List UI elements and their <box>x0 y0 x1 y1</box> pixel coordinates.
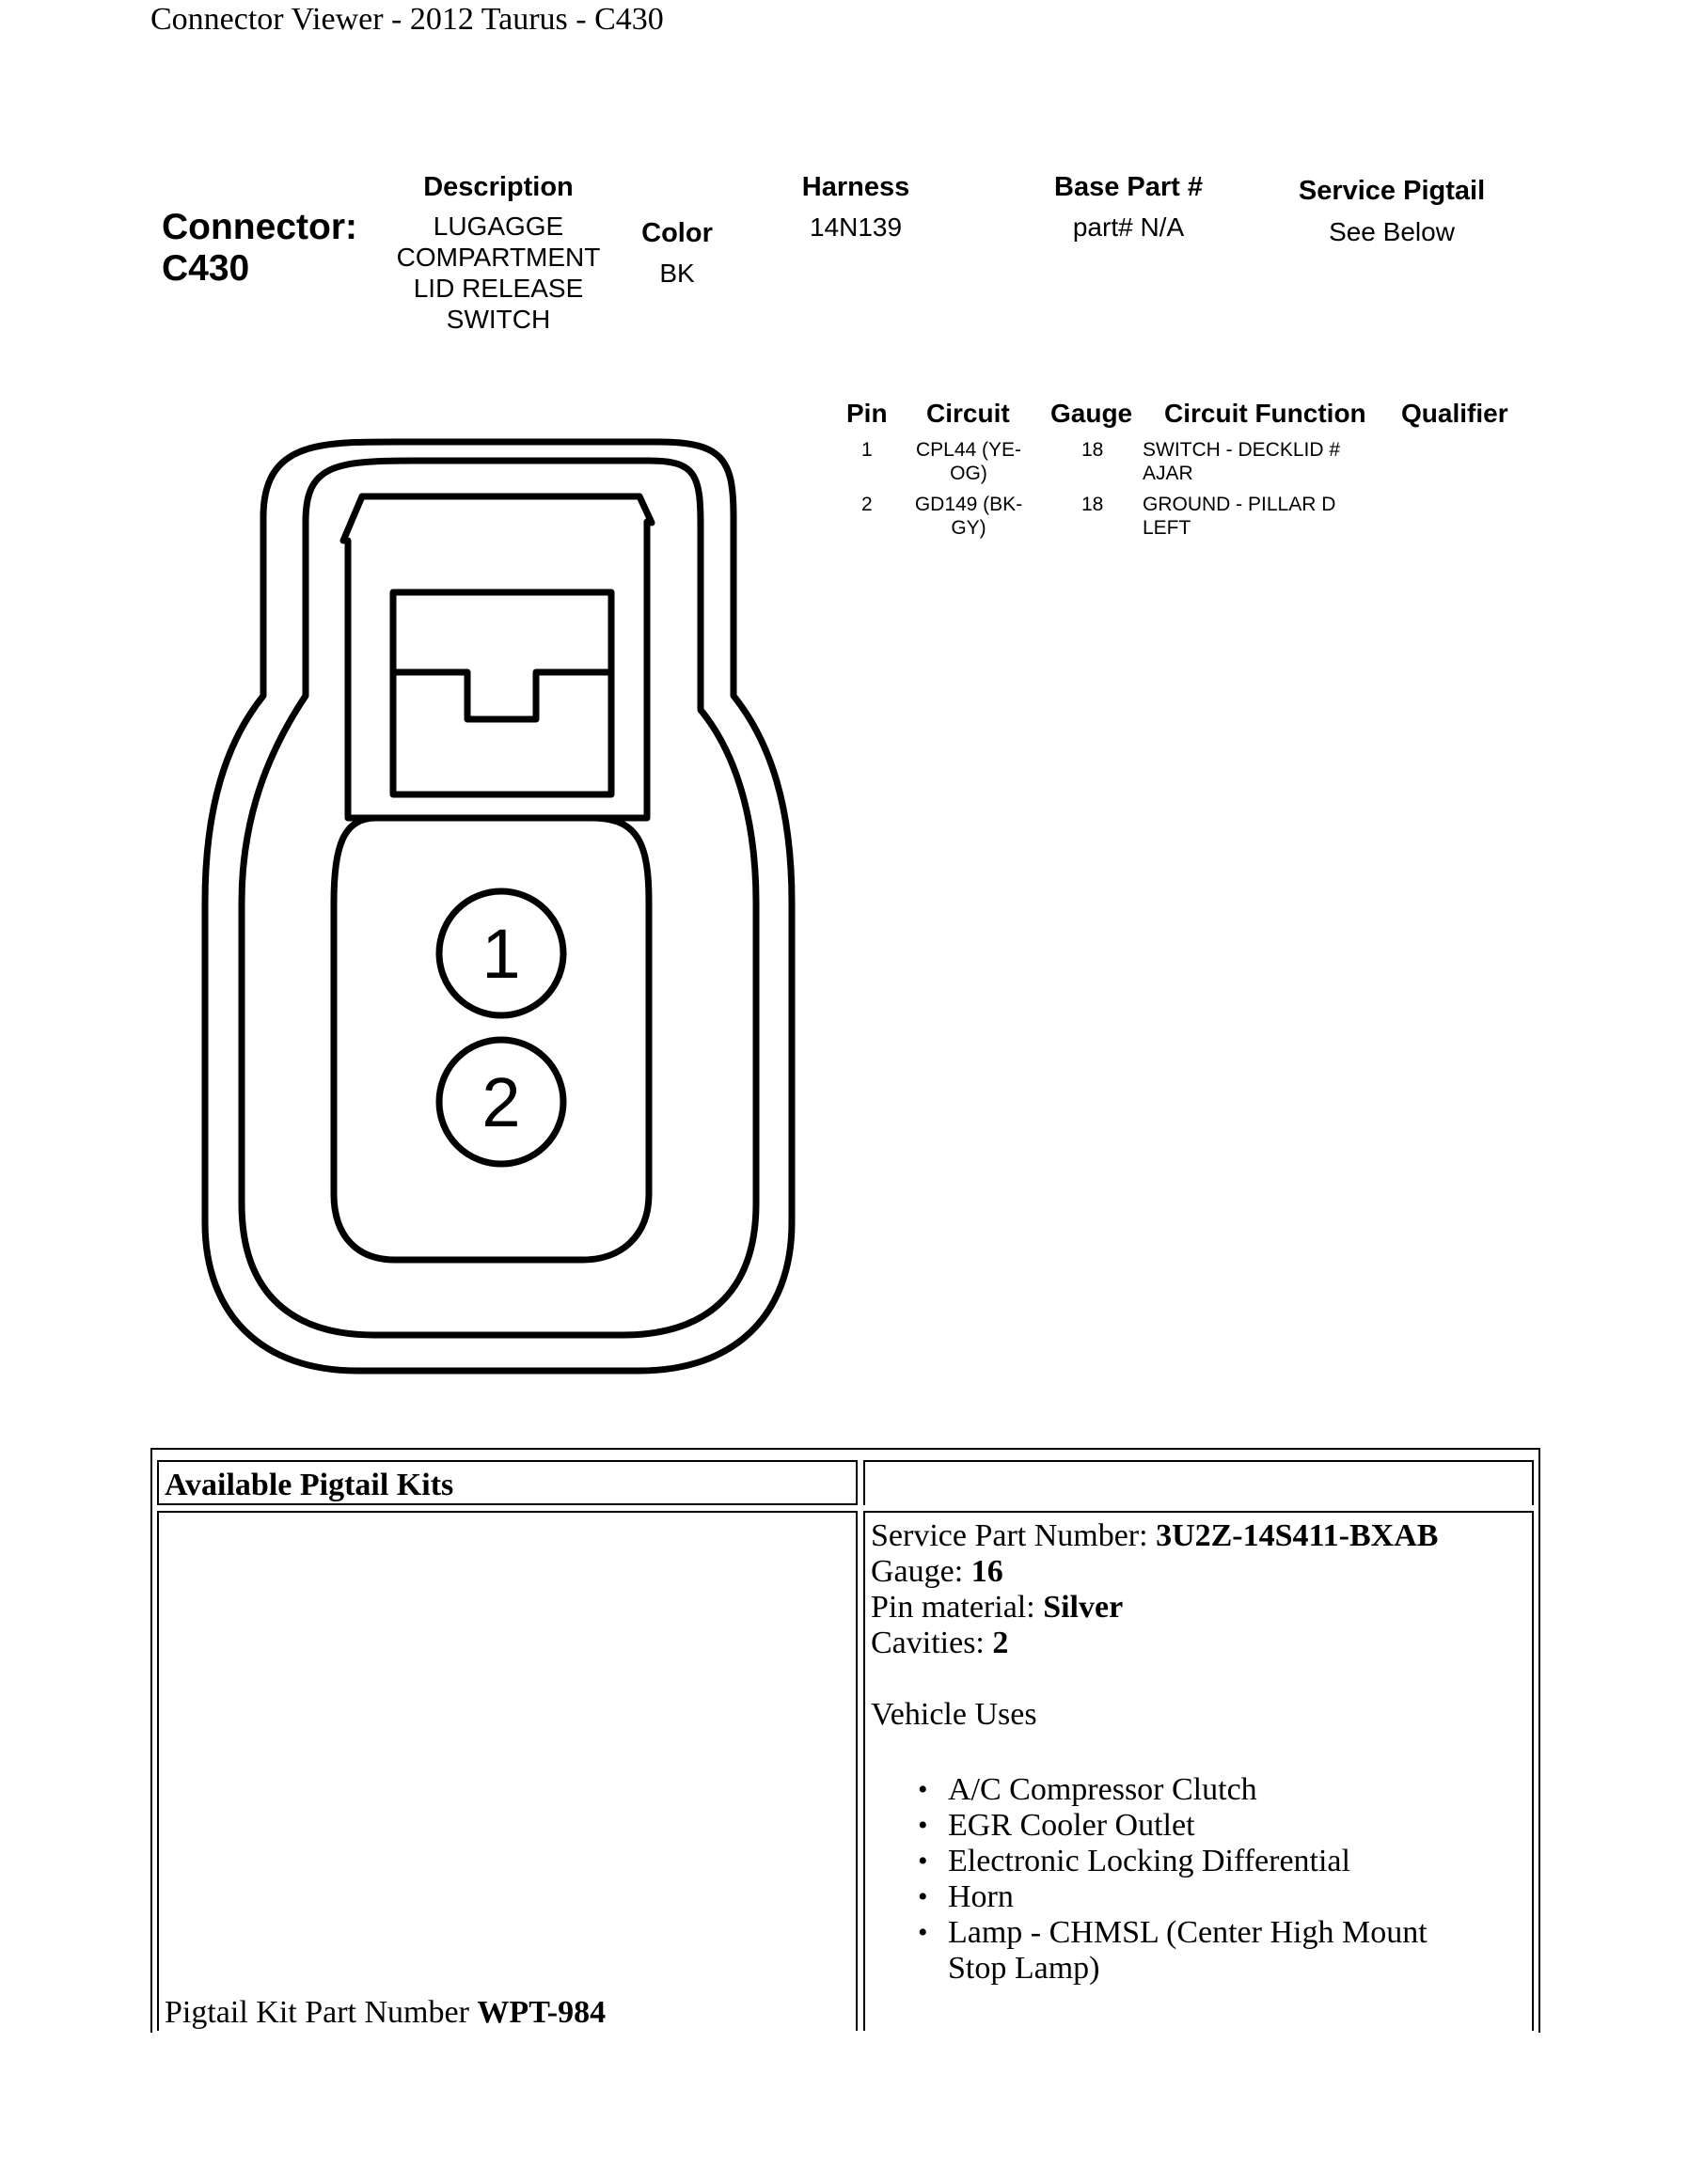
pigtail-details-cell <box>863 1511 1534 2031</box>
description-line: LID RELEASE <box>413 274 584 303</box>
gauge-line <box>871 1554 1003 1590</box>
connector-label-line1: Connector: <box>162 207 357 247</box>
function-line: GROUND - PILLAR D <box>1143 494 1336 515</box>
function-line: AJAR <box>1143 463 1193 484</box>
pin-material-label: Pin material: <box>871 1590 1044 1625</box>
qualifier-header: Qualifier <box>1401 399 1508 428</box>
page-title: Connector Viewer - 2012 Taurus - C430 <box>150 2 664 37</box>
description-line: LUGAGGE <box>433 212 564 241</box>
harness-header: Harness <box>801 172 910 202</box>
pin-material-line <box>871 1590 1123 1626</box>
pigtail-kits-title-cell <box>157 1460 858 1505</box>
description-header: Description <box>423 172 574 202</box>
gauge-cell: 18 <box>1081 494 1104 515</box>
kit-part-label: Pigtail Kit Part Number <box>165 1995 478 2030</box>
list-item: • Horn <box>865 1879 1493 1915</box>
list-item: • Lamp - CHMSL (Center High Mount Stop Lamp) <box>865 1915 1493 1987</box>
service-part-line <box>871 1518 1438 1554</box>
description-line: COMPARTMENT <box>396 243 601 272</box>
vehicle-uses-list <box>865 1772 1493 1987</box>
base-part-header: Base Part # <box>1054 172 1203 202</box>
harness-value: 14N139 <box>809 212 903 242</box>
connector-label-line2: C430 <box>162 248 250 289</box>
circuit-function-header: Circuit Function <box>1164 399 1366 428</box>
vehicle-uses-label: Vehicle Uses <box>871 1697 1037 1732</box>
kit-part-value: WPT-984 <box>477 1995 607 2030</box>
list-item: • A/C Compressor Clutch <box>865 1772 1493 1808</box>
pin-cell: 2 <box>861 494 873 515</box>
gauge-label: Gauge: <box>871 1554 971 1589</box>
connector-latch-notch <box>393 672 611 719</box>
pigtail-kits-title: Available Pigtail Kits <box>165 1468 454 1502</box>
cavities-line <box>871 1626 1008 1661</box>
pin-2-label: 2 <box>481 1063 521 1141</box>
description-line: SWITCH <box>446 305 551 334</box>
connector-latch-inner <box>393 592 611 794</box>
list-item: • EGR Cooler Outlet <box>865 1808 1493 1844</box>
pin-material-value: Silver <box>1043 1590 1124 1625</box>
pigtail-kit-part-number <box>165 1995 606 2031</box>
list-item: • Electronic Locking Differential <box>865 1844 1493 1879</box>
service-pigtail-value: See Below <box>1329 217 1455 246</box>
base-part-value: part# N/A <box>1072 212 1185 242</box>
service-pigtail-header: Service Pigtail <box>1298 176 1486 206</box>
function-line: LEFT <box>1143 517 1191 539</box>
connector-latch-outer <box>343 496 652 818</box>
cavities-label: Cavities: <box>871 1626 993 1660</box>
function-line: SWITCH - DECKLID # <box>1143 439 1341 461</box>
pigtail-header-empty-cell <box>863 1460 1534 1505</box>
service-part-label: Service Part Number: <box>871 1518 1157 1553</box>
pin-header: Pin <box>846 399 888 428</box>
cavities-value: 2 <box>992 1626 1009 1660</box>
pin-1-label: 1 <box>481 915 521 993</box>
circuit-header: Circuit <box>926 399 1010 428</box>
circuit-line: CPL44 (YE- <box>915 439 1022 461</box>
circuit-line: GD149 (BK- <box>914 494 1023 515</box>
gauge-header: Gauge <box>1050 399 1133 428</box>
circuit-line: OG) <box>950 463 987 484</box>
service-part-value: 3U2Z-14S411-BXAB <box>1156 1518 1439 1553</box>
gauge-value: 16 <box>970 1554 1003 1589</box>
gauge-cell: 18 <box>1081 439 1104 461</box>
color-value: BK <box>659 259 695 288</box>
circuit-line: GY) <box>951 517 986 539</box>
pigtail-image-cell <box>157 1511 858 2031</box>
pin-cell: 1 <box>861 439 873 461</box>
color-header: Color <box>641 218 713 248</box>
